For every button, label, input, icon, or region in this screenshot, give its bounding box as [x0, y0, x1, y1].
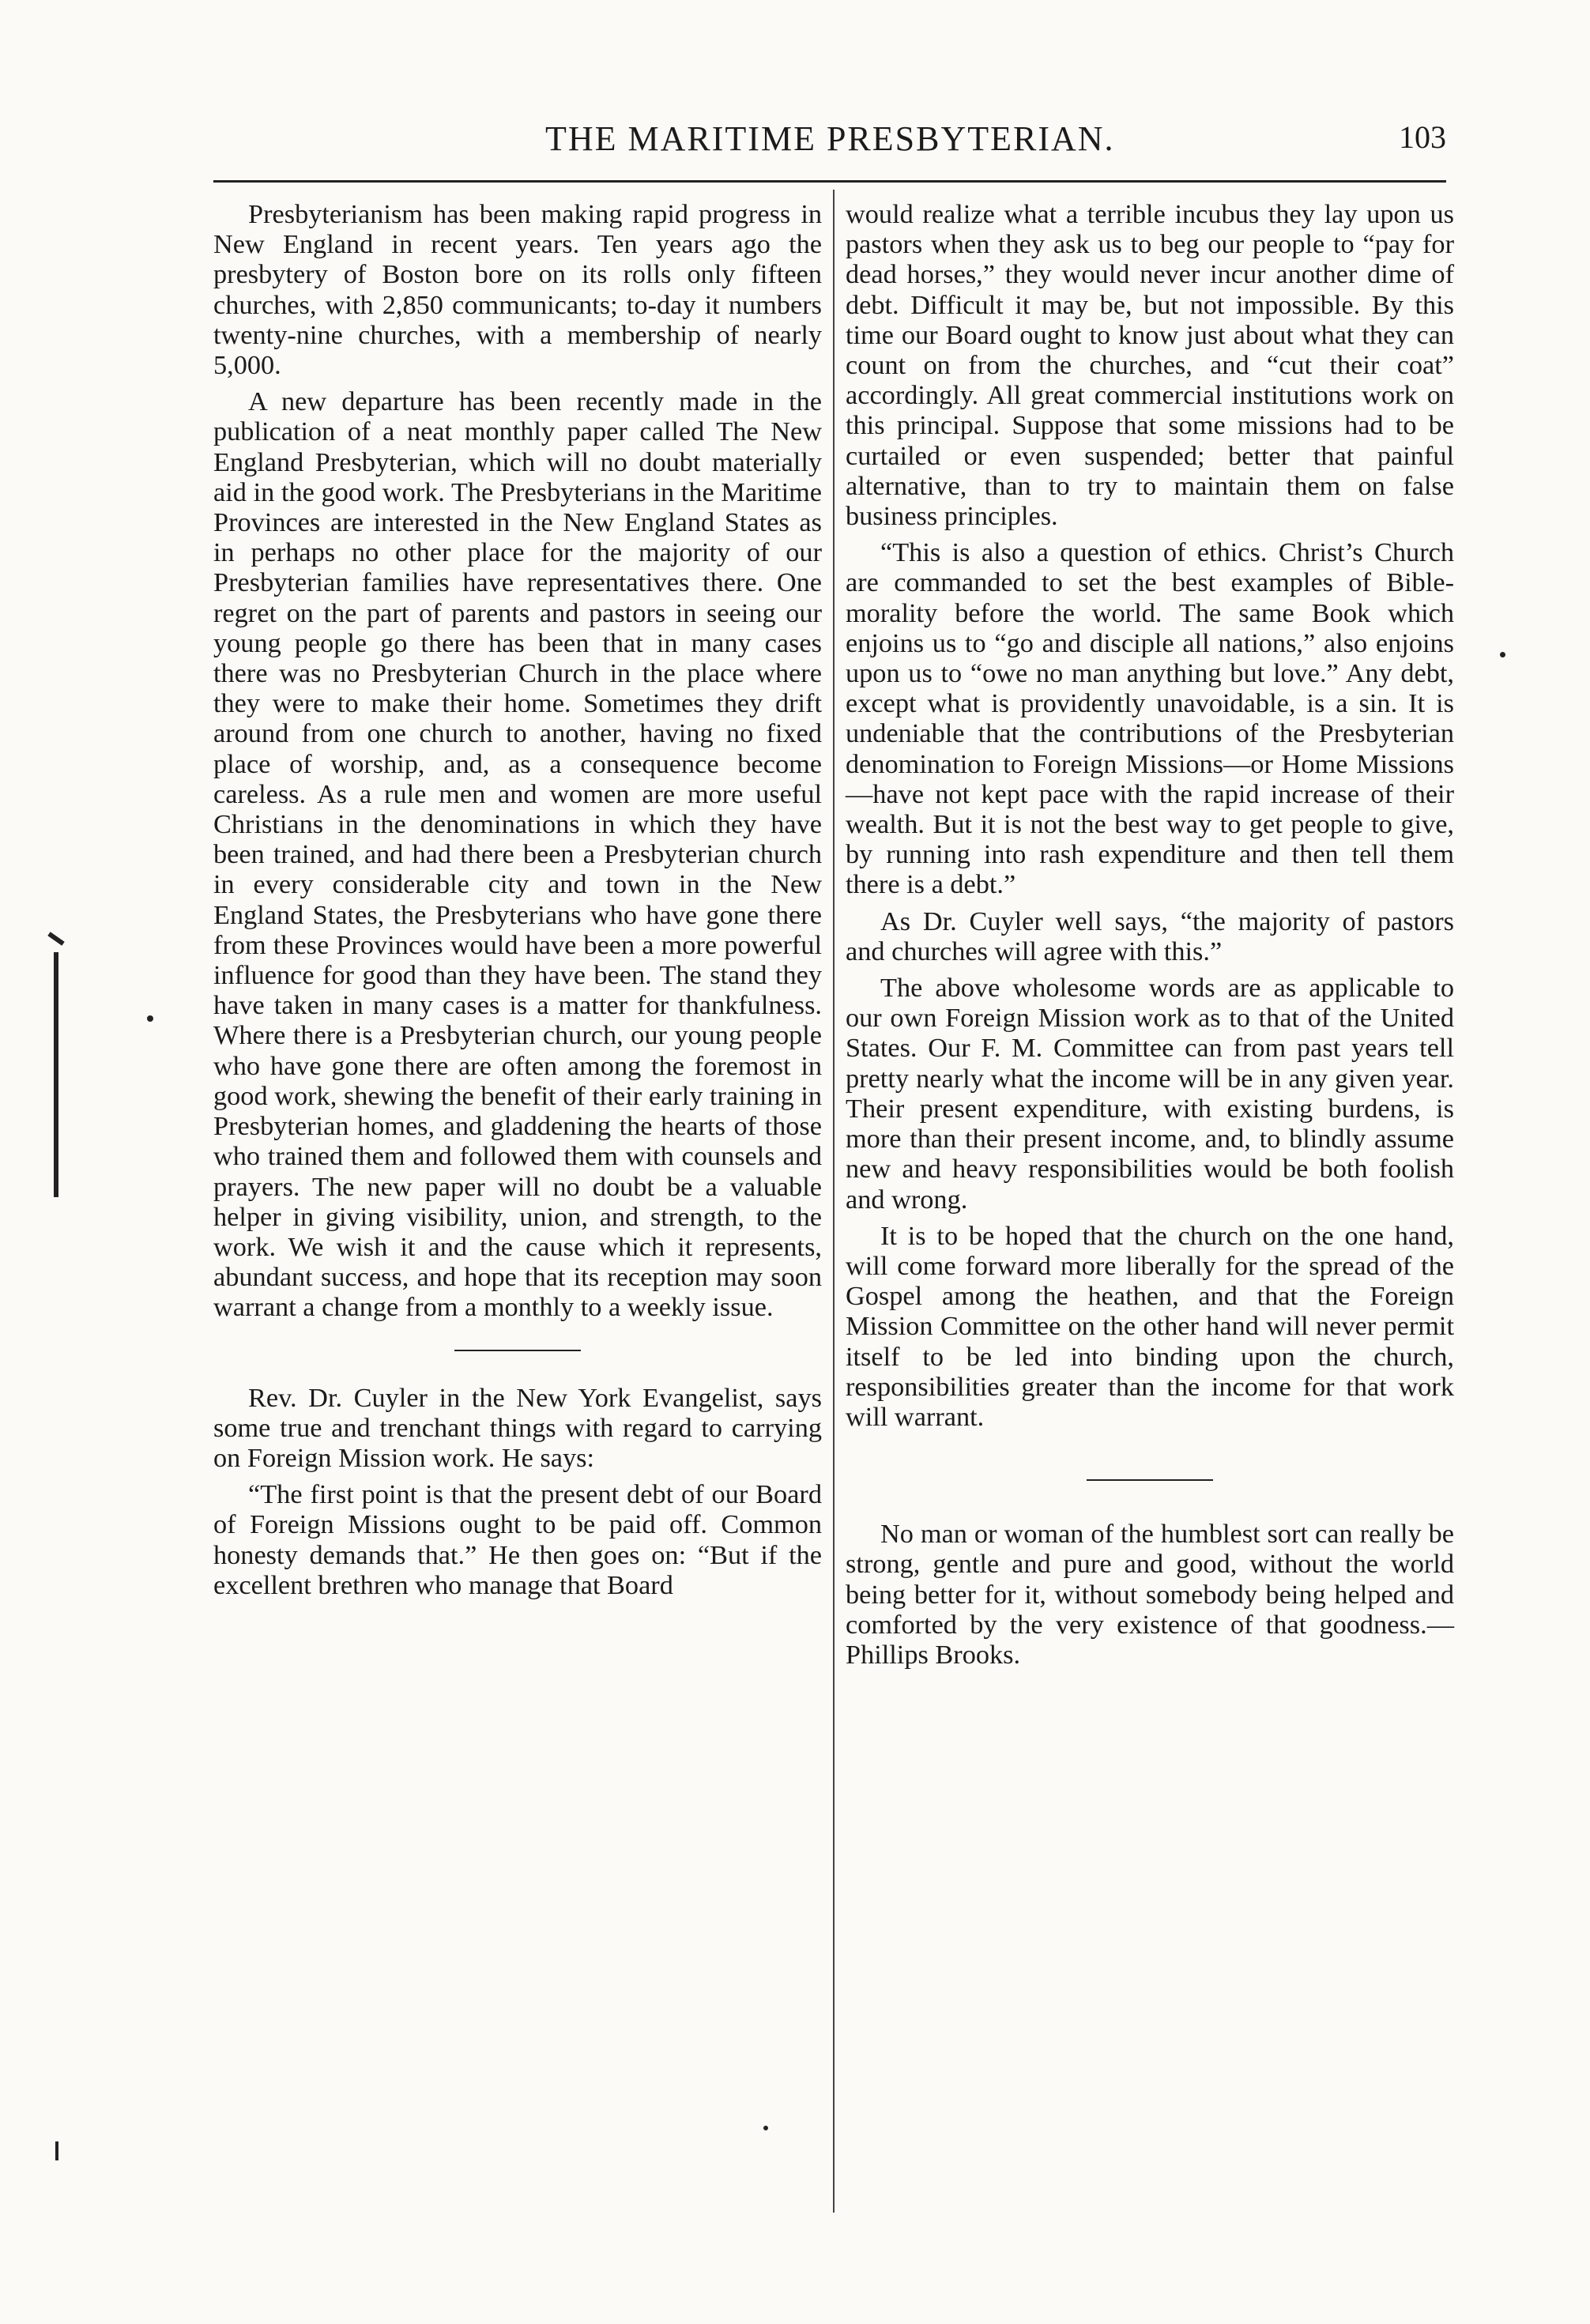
article-ethics: “This is also a question of ethics. Christ’s Church are commanded to set the best examples of Bible-morality before the world. The same Book which enjoins us to “go and disciple all nations,” also enjoins upon us to “owe no man anything but love.” Any debt, except what is providently unavoidable, is a sin. It is undeniable that the contributions of the Presbyterian denomination to Foreign Missions—or Home Missions—have not kept pace with the rapid increase of their wealth. But it is not the best way to get people to give, by running into rash expenditure and then tell them there is a debt.”: [846, 537, 1454, 900]
page-number: 103: [1399, 119, 1446, 155]
section-separator: [1087, 1479, 1213, 1481]
left-column: [213, 199, 822, 1606]
article-hope: It is to be hoped that the church on the one hand, will come forward more liberally for the spread of the Gospel among the heathen, and that the Foreign Mission Committee on the other hand will never permit itself to be led into binding upon the church, responsibilities greater than the income for that work will warrant.: [846, 1220, 1454, 1432]
article-cuyler-agree: As Dr. Cuyler well says, “the majority of pastors and churches will agree with this.”: [846, 906, 1454, 966]
margin-dot: [1500, 652, 1505, 657]
header-rule: [213, 180, 1446, 183]
page-header: [213, 119, 1446, 166]
margin-tick: [55, 2141, 58, 2160]
column-divider: [833, 190, 835, 2213]
publication-title: THE MARITIME PRESBYTERIAN.: [545, 119, 1115, 158]
article-cuyler-intro: Rev. Dr. Cuyler in the New York Evangelist, says some true and trenchant things with regard to carrying on Foreign Mission work. He says:: [213, 1382, 822, 1473]
article-fm-committee: The above wholesome words are as applicable to our own Foreign Mission work as to that of the United States. Our F. M. Committee can from past years tell pretty nearly what the income will be in any given year. Their present expenditure, with existing burdens, is more than their present income, and, to blindly assume new and heavy responsibilities would be both foolish and wrong.: [846, 973, 1454, 1215]
article-cuyler-quote: “The first point is that the present debt of our Board of Foreign Missions ought to be paid off. Common honesty demands that.” He then goes on: “But if the excellent brethren who manage that Board: [213, 1479, 822, 1600]
article-presbyterianism-growth: Presbyterianism has been making rapid progress in New England in recent years. Ten years ago the presbytery of Boston bore on its rolls only fifteen churches, with 2,850 communicants; to-day it numbers twenty-nine churches, with a membership of nearly 5,000.: [213, 199, 822, 381]
margin-mark: [54, 952, 58, 1197]
right-column: [846, 199, 1454, 1676]
section-separator: [454, 1350, 581, 1351]
quote-phillips-brooks: No man or woman of the humblest sort can really be strong, gentle and pure and good, without the world being better for it, without somebody being helped and comforted by the very existence of that goodness.—Phillips Brooks.: [846, 1519, 1454, 1670]
article-cuyler-continued: would realize what a terrible incubus they lay upon us pastors when they ask us to beg our people to “pay for dead horses,” they would never incur another dime of debt. Difficult it may be, but not impossible. By this time our Board ought to know just about what they can count on from the churches, and “cut their coat” accordingly. All great commercial institutions work on this principal. Suppose that some missions had to be curtailed or even suspended; better that painful alternative, than to try to maintain them on false business principles.: [846, 199, 1454, 532]
article-new-england-presbyterian: A new departure has been recently made in the publication of a neat monthly paper called The New England Presbyterian, which will no doubt materially aid in the good work. The Presbyterians in the Maritime Provinces are interested in the New England States as in perhaps no other place for the majority of our Presbyterian families have representatives there. One regret on the part of parents and pastors in seeing our young people go there has been that in many cases there was no Presbyterian Church in the place where they were to make their home. Sometimes they drift around from one church to another, having no fixed place of worship, and, as a consequence become careless. As a rule men and women are more useful Christians in the denominations in which they have been trained, and had there been a Presbyterian church in every considerable city and town in the New England States, the Presbyterians who have gone there from these Provinces would have been a more powerful influence for good than they have been. The stand they have taken in many cases is a matter for thankfulness. Where there is a Presbyterian church, our young people who have gone there are often among the foremost in good work, shewing the benefit of their early training in Presbyterian homes, and gladdening the hearts of those who trained them and followed them with counsels and prayers. The new paper will no doubt be a valuable helper in giving visibility, union, and strength, to the work. We wish it and the cause which it represents, abundant success, and hope that its reception may soon warrant a change from a monthly to a weekly issue.: [213, 386, 822, 1323]
margin-mark: [47, 932, 64, 946]
margin-dot: [763, 2126, 768, 2130]
margin-dot: [147, 1015, 153, 1022]
